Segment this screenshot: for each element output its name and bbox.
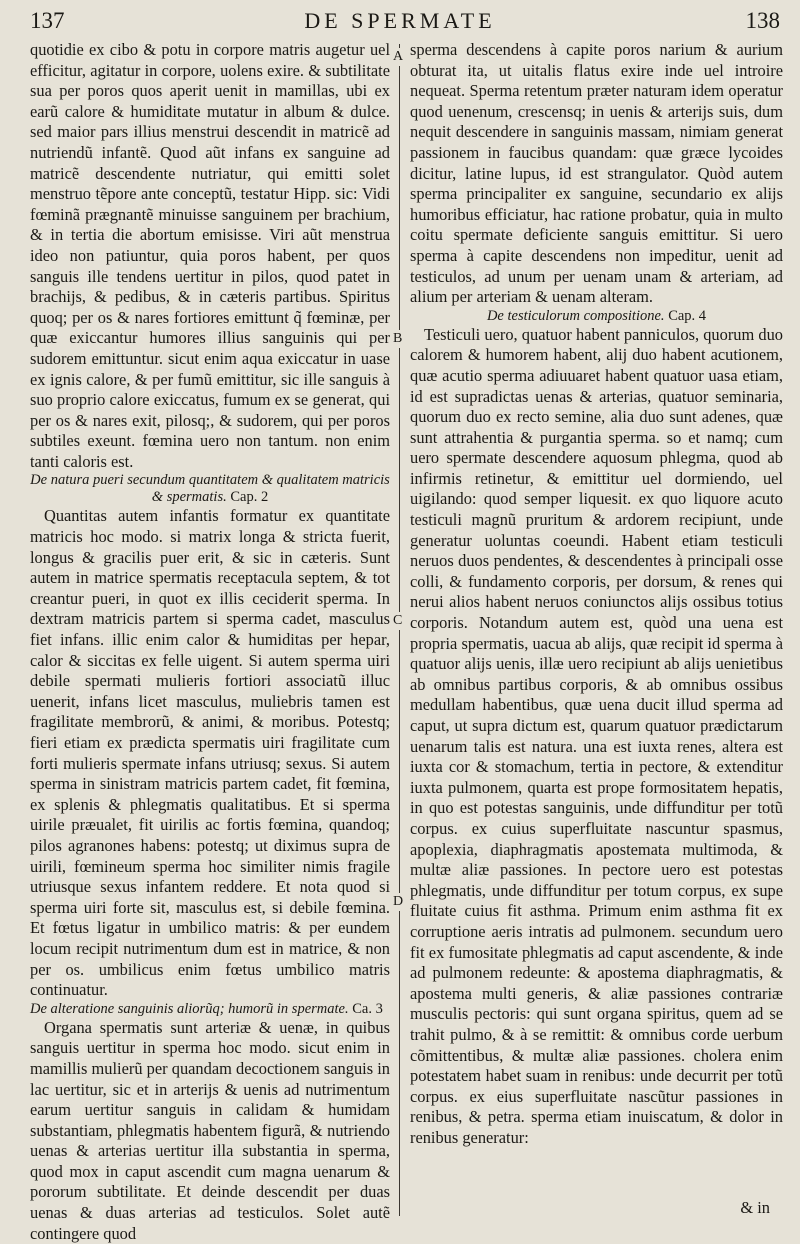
chapter-number: Ca. 3 [352, 1000, 383, 1017]
body-paragraph: Organa spermatis sunt arteriæ & uenæ, in quibus sanguis uertitur in sperma hoc modo. sicut enim in mamillis mulierũ per quandam decoctionem sanguis in lac uertitur, sic et in arterijs & uenis ad nutrimentum earum uertitur sanguis in calidam & humidam substantiam, phlegmatis habentem figurã, & nutriendo uenas & arterias uertitur illa substantia in sperma, quod mox in caput ascendit cum magna uenarum & pororum subtilitate. Et deinde descendit per duas uenas & duas arterias ad testiculos. Solet autẽ contingere quod [30, 1017, 390, 1243]
chapter-heading [410, 308, 783, 325]
page-header [0, 0, 800, 40]
left-page-number: 137 [30, 8, 65, 33]
column-rule [399, 44, 400, 1216]
catchword: & in [740, 1198, 770, 1217]
right-page-number: 138 [745, 8, 780, 33]
margin-marker-a: A [393, 49, 404, 64]
right-column [410, 40, 783, 1148]
chapter-number: Cap. 2 [230, 489, 269, 506]
chapter-number: Cap. 4 [668, 307, 707, 324]
body-paragraph: Testiculi uero, quatuor habent panniculos, quorum duo calorem & humorem habent, alij duo habent acutionem, quæ acutio sperma adiuuaret habent quatuor uasa etiam, id est supradictas uenas & arterias, quatuor seminaria, quorum duo ex recto semine, alia duo sunt adenes, quæ sunt attrahentia & purgantia sperma. so et namq; cum uero spermate descendere aquosum phlegma, quod ab infirmis retinetur, & emittitur uel dormiendo, uel uigilando: quod semper liquesit. ex quo liquore acuto testiculi magnũ pruritum & ardorem recipiunt, unde generatur uoluntas coeundi. Habent etiam testiculi neruos duos pendentes, & descendentes à principali osse colli, & fundamento corporis, per dorsum, & renes qui nerui alios habent neruos coniunctos alijs ossibus totius corporis. Notandum autem est, quòd una uena est propria spermatis, uacua ab alijs, quæ recipit id sperma à quatuor alijs uenis, illæ uero recipiunt ab alijs uenietibus ab omnibus partibus corporis, & ab omnibus ossibus medullam habentibus, quæ uena ducit illud sperma ad caput, ut supra dictum est, quarum quatuor prædictarum uenarum talis est natura. una est iuxta renes, altera est iuxta cor & stomachum, tertia in pectore, & extenditur iuxta pulmonem, quarta est prope formositatem hepatis, in quo est potestas sanguinis, unde diffunditur per totũ corpus. ex cuius superfluitate nascuntur spasmus, apoplexia, diaphragmatis apostemata multimoda, & multæ aliæ passiones. In pectore uero est potestas phlegmatis, unde diffunditur per totum corpus, ex supe fluitate cuius fit asthma. Primum enim asthma fit ex corruptione aeris intratis ad pulmonem. secundum uero fit ex fumositate phlegmatis ad caput ascendente, & inde ad pulmonem redeunte: & apostema diaphragmatis, & apostema multi generis, & aliæ passiones contrariæ musculis pectoris: qui sunt organa spiritus, quem ad se trahit pulmo, & à se remittit: & omnibus corde uerbum cõmittentibus, & multæ aliæ passiones. cholera enim potestatem habet suam in renibus: unde decurrit per totũ corpus. ex eius superfluitate nascũtur passiones in renibus, & petra. sperma etiam inuiscatum, & dolor in renibus generatur: [410, 324, 783, 1147]
running-title: DE SPERMATE [304, 8, 496, 33]
body-paragraph: quotidie ex cibo & potu in corpore matris augetur uel efficitur, agitatur in corpore, uolens exire. & subtilitate sua per poros quos aperit uenit in mamillas, ubi ex earũ calore & humiditate mutatur in album & dulce. sed maior pars illius menstrui descendit in matricẽ ad nutriendũ infantẽ. Quod aũt infans ex sanguine ad matricẽ descendente nutriatur, qui emitti solet menstruo tẽpore ante conceptũ, testatur Hipp. sic: Vidi fœminã prægnantẽ minuisse sanguinem per brachium, & in tertia die abortum emisisse. Viri aũt menstrua ideo non patiuntur, quia poros habent, per quos sanguis ille tendens uertitur in pilos, quod patet in brachijs, & pedibus, & in cæteris partibus. Spiritus quoq; per os & nares fortiores emittunt q̃ fœminæ, per quæ exiccantur humores illius sanguinis qui per sudorem emittuntur. sicut enim aqua exiccatur in uase ex ignis calore, & per fumũ emittitur, sic ille sanguis à suo proprio calore exiccatus, fumum ex se generat, qui per os & nares exit, pilosq;, & sudorem, qui per poros subtiles exeunt. fœmina uero non tantum. non enim tanti caloris est. [30, 40, 390, 471]
chapter-heading [30, 1001, 390, 1018]
body-paragraph: Quantitas autem infantis formatur ex quantitate matricis hoc modo. si matrix longa & stricta fuerit, longus & gracilis puer erit, & sic in cæteris. Sunt autem in matrice spermatis receptacula septem, & tot creantur pueri, in quot ex illis ceciderit sperma. In dextram matricis partem si sperma cadet, masculus fiet infans. illic enim calor & humiditas per hepar, calor & siccitas ex felle uigent. Si autem sperma uiri debile spermati mulieris fortiori associatũ illuc uenerit, infans licet masculus, muliebris tamen est fragilitate membrorũ, & animi, & moribus. Potestq; fieri etiam ex prædicta spermatis uiri fragilitate cum forti mulieris spermate infans utriusq; sexus. Si autem sperma in sinistram matricis partem cadet, fit fœmina, ex splenis & phlegmatis qualitatibus. Et si sperma uirile præualet, fit uirilis ac fortis fœmina, quandoq; pilos agranones habens: potestq; ut diximus supra de uirili, fœmineum sperma hoc similiter nimis fragile utriusque sexus infantem reddere. Et nota quod si sperma uiri forte sit, masculus est, si debile fœmina. Et fœtus ligatur in umbilico matris: & per eundem locum recipit nutrimentum dum est in matrice, & non per os. umbilicus enim fœtus umbilico matris continuatur. [30, 506, 390, 1000]
margin-marker-b: B [393, 331, 403, 346]
chapter-heading [30, 472, 390, 506]
body-paragraph: sperma descendens à capite poros narium & aurium obturat ita, ut uitalis flatus exire inde uel introire nequeat. Sperma retentum præter naturam idem operatur quod uenenum, crescensq; in uenis & arterijs suis, dum nequit descendere in sanguinis massam, nimiam generat passionem in faucibus quandam: quæ græce lycoides dicitur, latine lupus, id est strangulator. Quòd autem sperma principaliter ex sanguine, secundario ex alijs humoribus efficiatur, hac ratione probatur, quia in multo coitu spermate deficiente sanguis emittitur. Si uero sperma à capite descendens non impeditur, uenit ad testiculos, ad unum per uenam unam & arteriam, ad alium per arteriam & uenam alteram. [410, 40, 783, 307]
left-column [30, 40, 390, 1244]
chapter-title: De natura pueri secundum quantitatem & qualitatem matricis & spermatis. [30, 472, 390, 506]
chapter-title: De testiculorum compositione. [486, 307, 665, 324]
margin-marker-c: C [393, 613, 403, 628]
chapter-title: De alteratione sanguinis aliorũq; humorũ in spermate. [30, 1000, 349, 1017]
margin-marker-d: D [393, 894, 404, 909]
